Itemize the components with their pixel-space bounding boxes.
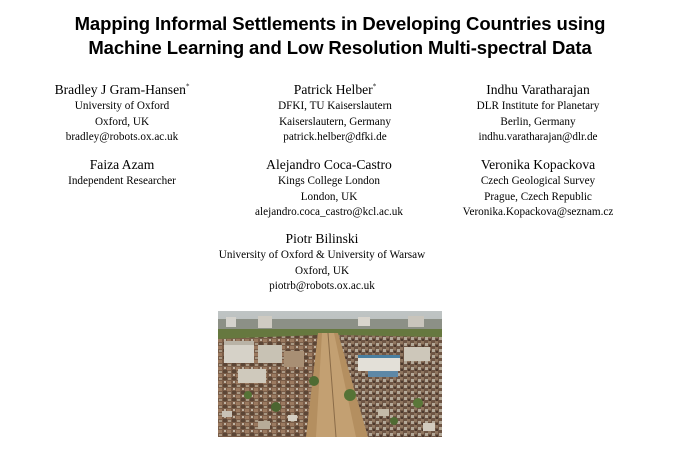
author-name: Patrick Helber <box>293 82 373 97</box>
author-affiliation: Independent Researcher <box>68 175 176 187</box>
author-block-4 <box>12 155 232 190</box>
author-location: London, UK <box>300 190 358 203</box>
author-block-7 <box>192 229 452 295</box>
author-block-2 <box>225 80 445 146</box>
author-name: Piotr Bilinski <box>285 231 359 246</box>
title-line-2: Machine Learning and Low Resolution Multi-spectral Data <box>88 37 592 58</box>
author-name: Faiza Azam <box>89 157 155 172</box>
author-location: Kaiserslautern, Germany <box>279 115 391 128</box>
author-block-5 <box>219 155 439 221</box>
author-block-3 <box>428 80 648 146</box>
author-name: Veronika Kopackova <box>480 157 596 172</box>
author-affiliation: Kings College London <box>278 175 380 187</box>
author-block-6 <box>428 155 648 221</box>
paper-title <box>0 12 680 60</box>
author-block-1 <box>12 80 232 146</box>
author-affiliation: Czech Geological Survey <box>480 175 596 187</box>
author-email: indhu.varatharajan@dlr.de <box>478 131 598 143</box>
author-email: piotrb@robots.ox.ac.uk <box>269 280 375 292</box>
equal-contribution-mark: * <box>185 82 190 91</box>
title-line-1: Mapping Informal Settlements in Developing Countries using <box>74 13 606 34</box>
author-email: alejandro.coca_castro@kcl.ac.uk <box>255 206 403 218</box>
author-affiliation: University of Oxford & University of Warsaw <box>218 249 426 261</box>
author-affiliation: DLR Institute for Planetary <box>476 100 600 112</box>
author-location: Berlin, Germany <box>500 115 576 128</box>
aerial-photo-icon <box>218 311 442 437</box>
author-affiliation: University of Oxford <box>74 100 170 112</box>
author-name: Indhu Varatharajan <box>486 82 590 97</box>
author-affiliation: DFKI, TU Kaiserslautern <box>278 100 392 112</box>
author-location: Oxford, UK <box>294 264 350 277</box>
author-location: Prague, Czech Republic <box>484 190 592 203</box>
author-email: patrick.helber@dfki.de <box>283 131 387 143</box>
author-location: Oxford, UK <box>94 115 150 128</box>
author-name: Alejandro Coca-Castro <box>266 157 392 172</box>
author-email: bradley@robots.ox.ac.uk <box>65 131 179 143</box>
aerial-settlement-photo <box>218 311 442 437</box>
author-email: Veronika.Kopackova@seznam.cz <box>462 206 614 218</box>
equal-contribution-mark: * <box>372 82 377 91</box>
author-name: Bradley J Gram-Hansen <box>54 82 186 97</box>
